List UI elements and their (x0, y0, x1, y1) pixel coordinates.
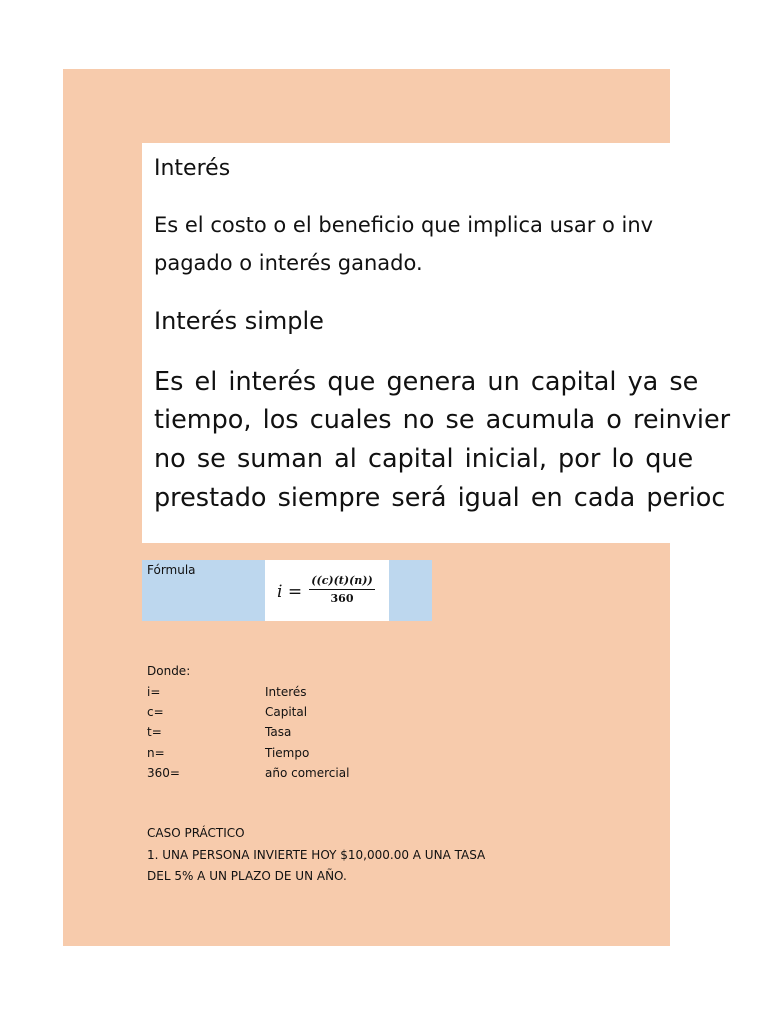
donde-meaning: Capital (265, 705, 308, 719)
section-title-interes-simple: Interés simple (154, 307, 324, 335)
donde-symbol: t= (147, 725, 162, 739)
formula-fraction (309, 574, 375, 605)
interes-simple-line-4: prestado siempre será igual en cada perioc (154, 483, 726, 513)
formula-lhs: i = (277, 582, 303, 602)
donde-symbol: c= (147, 705, 164, 719)
formula-image (265, 560, 389, 621)
donde-symbol: n= (147, 746, 165, 760)
interes-definition-line-1: Es el costo o el beneficio que implica usar o inv (154, 213, 654, 237)
donde-meaning: Tiempo (265, 746, 310, 760)
donde-symbol: i= (147, 685, 161, 699)
interes-simple-line-3: no se suman al capital inicial, por lo que (154, 444, 694, 474)
caso-practico-line-2: DEL 5% A UN PLAZO DE UN AÑO. (147, 869, 347, 883)
interes-definition-line-2: pagado o interés ganado. (154, 251, 423, 275)
section-title-interes: Interés (154, 156, 231, 181)
donde-heading: Donde: (147, 664, 191, 678)
interes-simple-line-1: Es el interés que genera un capital ya se (154, 367, 699, 397)
text-box (142, 143, 731, 543)
interes-simple-line-2: tiempo, los cuales no se acumula o reinvier (154, 405, 731, 435)
donde-meaning: Tasa (265, 725, 292, 739)
formula-denominator: 360 (330, 592, 354, 605)
donde-meaning: Interés (265, 685, 307, 699)
donde-meaning: año comercial (265, 766, 350, 780)
formula-numerator: ((c)(t)(n)) (309, 574, 375, 590)
donde-symbol: 360= (147, 766, 180, 780)
formula-label: Fórmula (147, 563, 196, 577)
caso-practico-heading: CASO PRÁCTICO (147, 826, 245, 840)
caso-practico-line-1: 1. UNA PERSONA INVIERTE HOY $10,000.00 A UNA TASA (147, 848, 486, 862)
